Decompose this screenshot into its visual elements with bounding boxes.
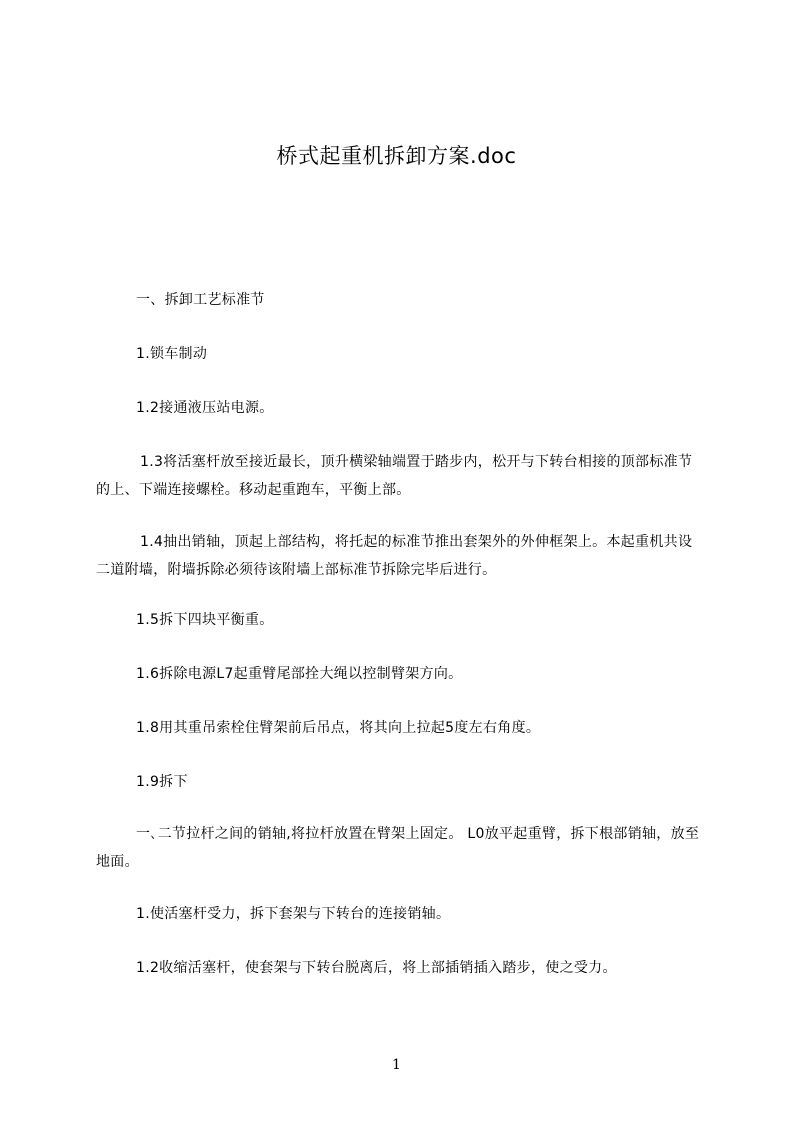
- page-number: 1: [392, 1057, 401, 1073]
- paragraph: 1.2接通液压站电源。: [136, 400, 274, 416]
- paragraph: 1.锁车制动: [136, 346, 208, 362]
- paragraph: 一､二节拉杆之间的销轴,将拉杆放置在臂架上固定。 L0放平起重臂，拆下根部销轴，放至地面。: [96, 826, 700, 870]
- paragraph: 1.8用其重吊索栓住臂架前后吊点，将其向上拉起5度左右角度。: [136, 720, 541, 736]
- paragraph: 1.9拆下: [136, 774, 188, 790]
- document-title: 桥式起重机拆卸方案.doc: [276, 144, 517, 168]
- paragraph: 1.5拆下四块平衡重。: [136, 612, 274, 628]
- section-heading: 一、拆卸工艺标准节: [136, 292, 265, 308]
- paragraph: 1.2收缩活塞杆，使套架与下转台脱离后，将上部插销插入踏步，使之受力。: [136, 960, 617, 976]
- paragraph: 1.使活塞杆受力，拆下套架与下转台的连接销轴。: [136, 906, 451, 922]
- paragraph: 1.3将活塞杆放至接近最长，顶升横梁轴端置于踏步内，松开与下转台相接的顶部标准节的上、下端连接螺栓。移动起重跑车，平衡上部。: [96, 454, 693, 498]
- paragraph: 1.4抽出销轴，顶起上部结构，将托起的标准节推出套架外的外伸框架上。本起重机共设二道附墙，附墙拆除必须待该附墙上部标准节拆除完毕后进行。: [96, 534, 693, 578]
- paragraph: 1.6拆除电源L7起重臂尾部拴大绳以控制臂架方向。: [136, 666, 463, 682]
